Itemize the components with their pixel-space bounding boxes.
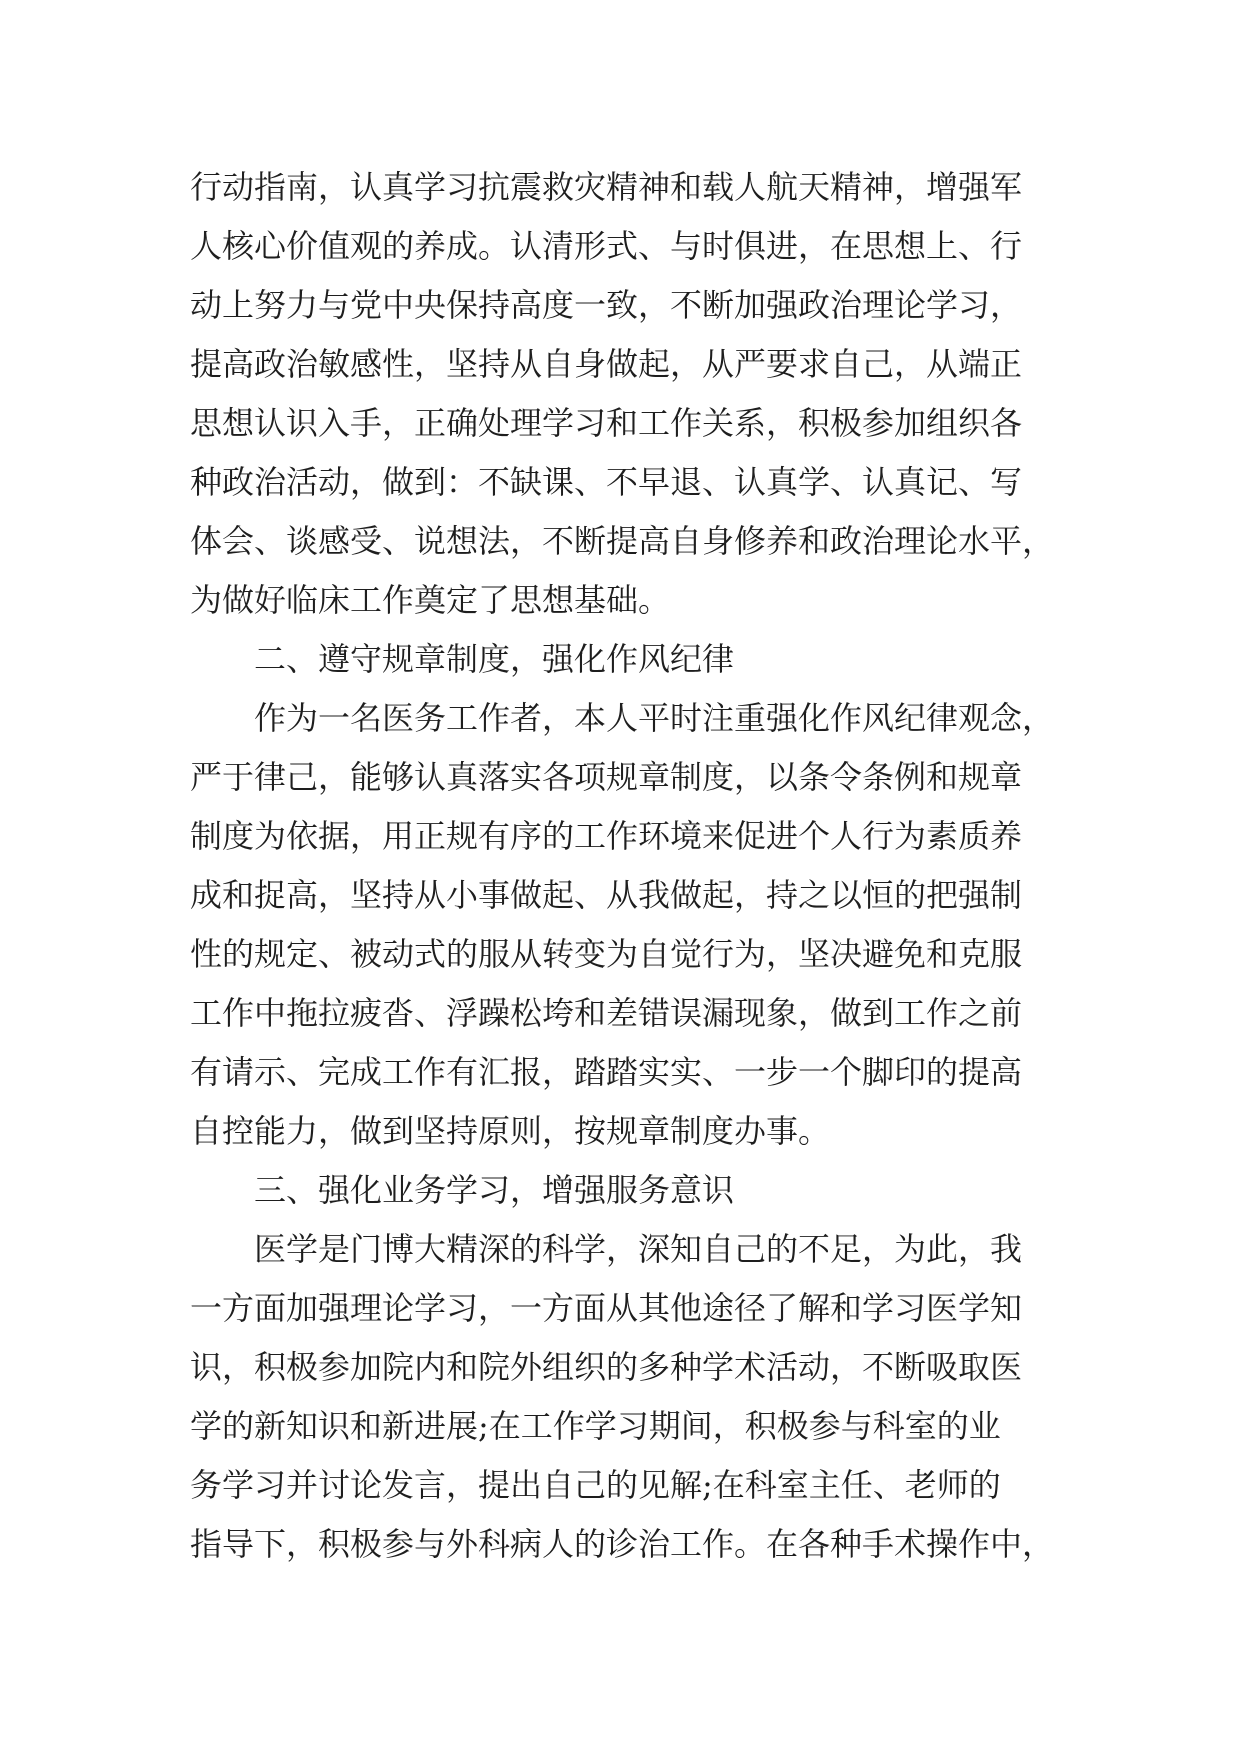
document-body — [190, 158, 1070, 1574]
paragraph-line: 制度为依据，用正规有序的工作环境来促进个人行为素质养 — [190, 817, 1023, 855]
paragraph-line: 成和捉高，坚持从小事做起、从我做起，持之以恒的把强制 — [190, 876, 1023, 914]
paragraph-line: 体会、谈感受、说想法，不断提高自身修养和政治理论水平， — [190, 522, 1055, 560]
paragraph-line: 识，积极参加院内和院外组织的多种学术活动，不断吸取医 — [190, 1348, 1023, 1386]
paragraph-line: 思想认识入手，正确处理学习和工作关系，积极参加组织各 — [190, 404, 1023, 442]
paragraph-line: 一方面加强理论学习，一方面从其他途径了解和学习医学知 — [190, 1289, 1023, 1327]
paragraph-line: 行动指南，认真学习抗震救灾精神和载人航天精神，增强军 — [190, 168, 1023, 206]
paragraph-line: 人核心价值观的养成。认清形式、与时俱进，在思想上、行 — [190, 227, 1023, 265]
paragraph-line: 学的新知识和新进展;在工作学习期间，积极参与科室的业 — [190, 1407, 1001, 1445]
paragraph-line: 作为一名医务工作者，本人平时注重强化作风纪律观念， — [254, 699, 1055, 737]
paragraph-line: 有请示、完成工作有汇报，踏踏实实、一步一个脚印的提高 — [190, 1053, 1023, 1091]
paragraph-line: 严于律己，能够认真落实各项规章制度，以条令条例和规章 — [190, 758, 1023, 796]
paragraph-line: 务学习并讨论发言，提出自己的见解;在科室主任、老师的 — [190, 1466, 1001, 1504]
section-heading: 三、强化业务学习，增强服务意识 — [254, 1171, 735, 1209]
paragraph-line: 种政治活动，做到：不缺课、不早退、认真学、认真记、写 — [190, 463, 1023, 501]
paragraph-line: 性的规定、被动式的服从转变为自觉行为，坚决避免和克服 — [190, 935, 1023, 973]
paragraph-line: 动上努力与党中央保持高度一致，不断加强政治理论学习， — [190, 286, 1023, 324]
paragraph-line: 医学是门博大精深的科学，深知自己的不足，为此，我 — [254, 1230, 1023, 1268]
paragraph-line: 指导下，积极参与外科病人的诊治工作。在各种手术操作中， — [190, 1525, 1055, 1563]
paragraph-line: 为做好临床工作奠定了思想基础。 — [190, 581, 671, 619]
paragraph-line: 提高政治敏感性，坚持从自身做起，从严要求自己，从端正 — [190, 345, 1023, 383]
paragraph-line: 自控能力，做到坚持原则，按规章制度办事。 — [190, 1112, 831, 1150]
section-heading: 二、遵守规章制度，强化作风纪律 — [254, 640, 735, 678]
paragraph-line: 工作中拖拉疲沓、浮躁松垮和差错误漏现象，做到工作之前 — [190, 994, 1023, 1032]
